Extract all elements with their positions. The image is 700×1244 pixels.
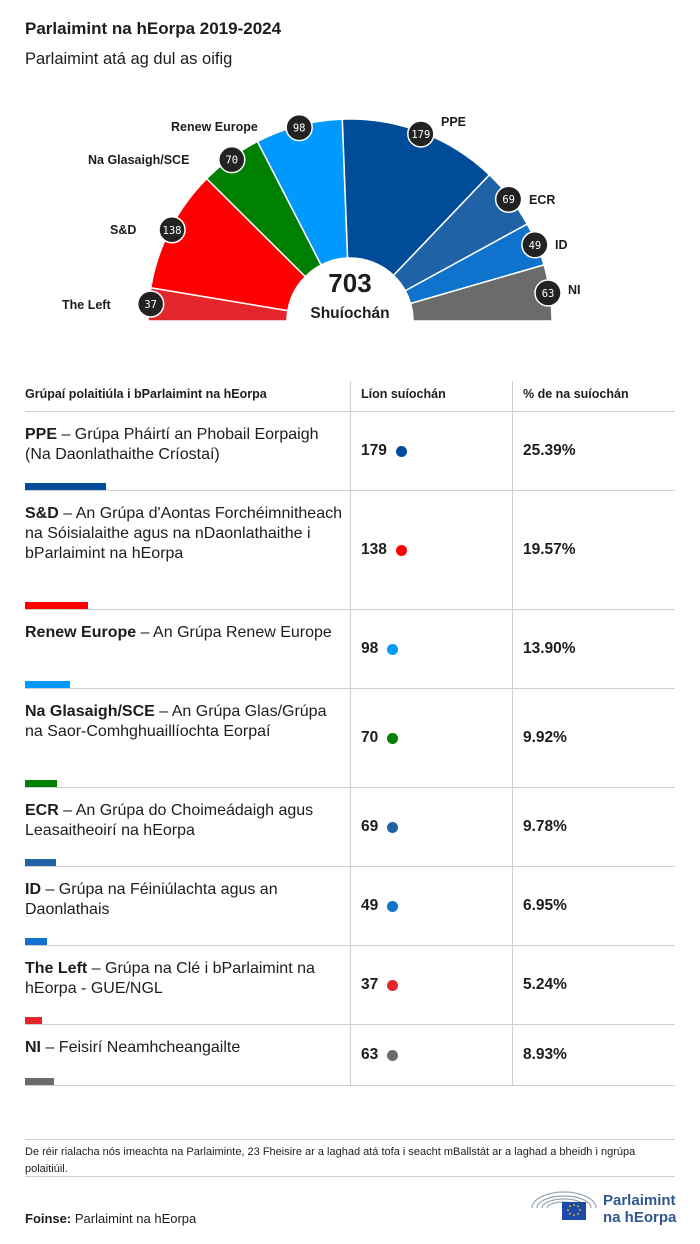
segment-label: ID — [555, 238, 568, 252]
group-cell — [25, 788, 350, 866]
group-name: – Grúpa na Féiniúlachta agus an Daonlathais — [25, 881, 278, 918]
percent-value: 9.78% — [523, 818, 567, 835]
group-name: – An Grúpa d'Aontas Forchéimnitheach na Sóisialaithe agus na nDaonlathaithe i bParlaimint na hEorpa — [25, 505, 342, 562]
table-row — [25, 1025, 675, 1086]
percent-value: 25.39% — [523, 442, 576, 459]
seats-cell — [350, 491, 512, 609]
table-row — [25, 491, 675, 610]
footnote: De réir rialacha nós imeachta na Parlaiminte, 23 Fheisire ar a laghad atá tofa i seacht mBallstát ar a laghad a bheidh i ngrúpa polaitiúil. — [25, 1139, 675, 1178]
source-label: Foinse: — [25, 1211, 72, 1226]
table-row — [25, 788, 675, 867]
value-label: 138 — [162, 224, 182, 237]
share-bar — [25, 1017, 42, 1024]
group-name: – An Grúpa do Choimeádaigh agus Leasaitheoirí na hEorpa — [25, 802, 314, 839]
group-name: – Feisirí Neamhcheangailte — [41, 1039, 241, 1056]
hemicycle-chart — [0, 100, 700, 340]
ep-logo — [528, 1186, 678, 1226]
percent-cell — [512, 689, 675, 787]
share-bar — [25, 780, 57, 787]
group-abbr: ID — [25, 881, 41, 898]
group-name: – An Grúpa Renew Europe — [136, 624, 332, 641]
source — [25, 1211, 196, 1226]
group-color-dot — [387, 901, 398, 912]
group-color-dot — [396, 446, 407, 457]
share-bar — [25, 859, 56, 866]
value-label: 70 — [225, 154, 239, 167]
hemicycle-logo-icon — [528, 1186, 600, 1226]
group-abbr: ECR — [25, 802, 59, 819]
percent-value: 8.93% — [523, 1046, 567, 1063]
group-cell — [25, 1025, 350, 1085]
value-label: 69 — [502, 194, 515, 207]
divider — [25, 1176, 675, 1177]
share-bar — [25, 1078, 54, 1085]
group-color-dot — [387, 733, 398, 744]
seats-cell — [350, 689, 512, 787]
share-bar — [25, 483, 106, 490]
group-name: – Grúpa Pháirtí an Phobail Eorpaigh (Na Daonlathaithe Críostaí) — [25, 426, 319, 463]
percent-value: 9.92% — [523, 729, 567, 746]
group-color-dot — [387, 1050, 398, 1061]
percent-cell — [512, 412, 675, 490]
group-color-dot — [396, 545, 407, 556]
seats-cell — [350, 946, 512, 1024]
seats-cell — [350, 610, 512, 688]
seats-cell — [350, 1025, 512, 1085]
share-bar — [25, 602, 88, 609]
group-cell — [25, 412, 350, 490]
percent-value: 13.90% — [523, 640, 576, 657]
seats-cell — [350, 788, 512, 866]
seats-value: 37 — [361, 976, 379, 993]
table-header — [25, 381, 675, 412]
logo-line1: Parlaimint — [603, 1192, 676, 1209]
percent-cell — [512, 1025, 675, 1085]
group-abbr: Renew Europe — [25, 624, 137, 641]
source-text: Parlaimint na hEorpa — [74, 1211, 197, 1226]
percent-cell — [512, 946, 675, 1024]
group-abbr: S&D — [25, 505, 59, 522]
total-seats-label: Shuíochán — [310, 305, 390, 322]
seats-value: 69 — [361, 818, 379, 835]
group-cell — [25, 491, 350, 609]
seats-value: 138 — [361, 541, 387, 558]
percent-cell — [512, 610, 675, 688]
table-row — [25, 412, 675, 491]
seats-cell — [350, 412, 512, 490]
percent-cell — [512, 867, 675, 945]
group-name: – An Grúpa Glas/Grúpa na Saor-Comhghuaillíochta Eorpaí — [25, 703, 327, 740]
seats-value: 49 — [361, 897, 379, 914]
table-row — [25, 610, 675, 689]
value-label: 37 — [144, 299, 158, 311]
segment-label: Renew Europe — [171, 120, 258, 134]
group-cell — [25, 867, 350, 945]
value-label: 179 — [411, 128, 431, 141]
group-color-dot — [387, 980, 398, 991]
seats-value: 179 — [361, 442, 387, 459]
segment-label: NI — [568, 283, 581, 297]
segment-label: Na Glasaigh/SCE — [88, 153, 190, 167]
table-row — [25, 867, 675, 946]
group-cell — [25, 946, 350, 1024]
percent-cell — [512, 491, 675, 609]
chart-subtitle: Parlaimint atá ag dul as oifig — [25, 50, 233, 68]
group-color-dot — [387, 644, 398, 655]
table-row — [25, 946, 675, 1025]
logo-text — [603, 1192, 676, 1226]
segment-label: S&D — [110, 223, 137, 237]
group-cell — [25, 689, 350, 787]
percent-value: 19.57% — [523, 541, 576, 558]
share-bar — [25, 938, 47, 945]
group-cell — [25, 610, 350, 688]
segment-label: The Left — [62, 298, 111, 312]
percent-value: 5.24% — [523, 976, 567, 993]
seats-value: 98 — [361, 640, 379, 657]
header-seats: Líon suíochán — [350, 381, 512, 411]
groups-table — [25, 381, 675, 1086]
value-label: 49 — [528, 239, 542, 252]
group-abbr: Na Glasaigh/SCE — [25, 703, 155, 720]
group-color-dot — [387, 822, 398, 833]
logo-line2: na hEorpa — [603, 1209, 677, 1226]
group-abbr: The Left — [25, 960, 88, 977]
percent-cell — [512, 788, 675, 866]
header-percent: % de na suíochán — [512, 381, 675, 411]
table-row — [25, 689, 675, 788]
share-bar — [25, 681, 70, 688]
group-abbr: PPE — [25, 426, 58, 443]
value-label: 98 — [292, 122, 306, 135]
total-seats: 703 — [328, 268, 372, 298]
chart-title: Parlaimint na hEorpa 2019-2024 — [25, 19, 282, 38]
seats-cell — [350, 867, 512, 945]
segment-label: PPE — [441, 115, 467, 129]
seats-value: 70 — [361, 729, 379, 746]
group-abbr: NI — [25, 1039, 41, 1056]
header-groups: Grúpaí polaitiúla i bParlaimint na hEorpa — [25, 387, 267, 401]
value-label: 63 — [541, 287, 555, 300]
seats-value: 63 — [361, 1046, 379, 1063]
percent-value: 6.95% — [523, 897, 567, 914]
segment-label: ECR — [529, 193, 556, 207]
group-name: – Grúpa na Clé i bParlaimint na hEorpa - GUE/NGL — [25, 960, 315, 997]
